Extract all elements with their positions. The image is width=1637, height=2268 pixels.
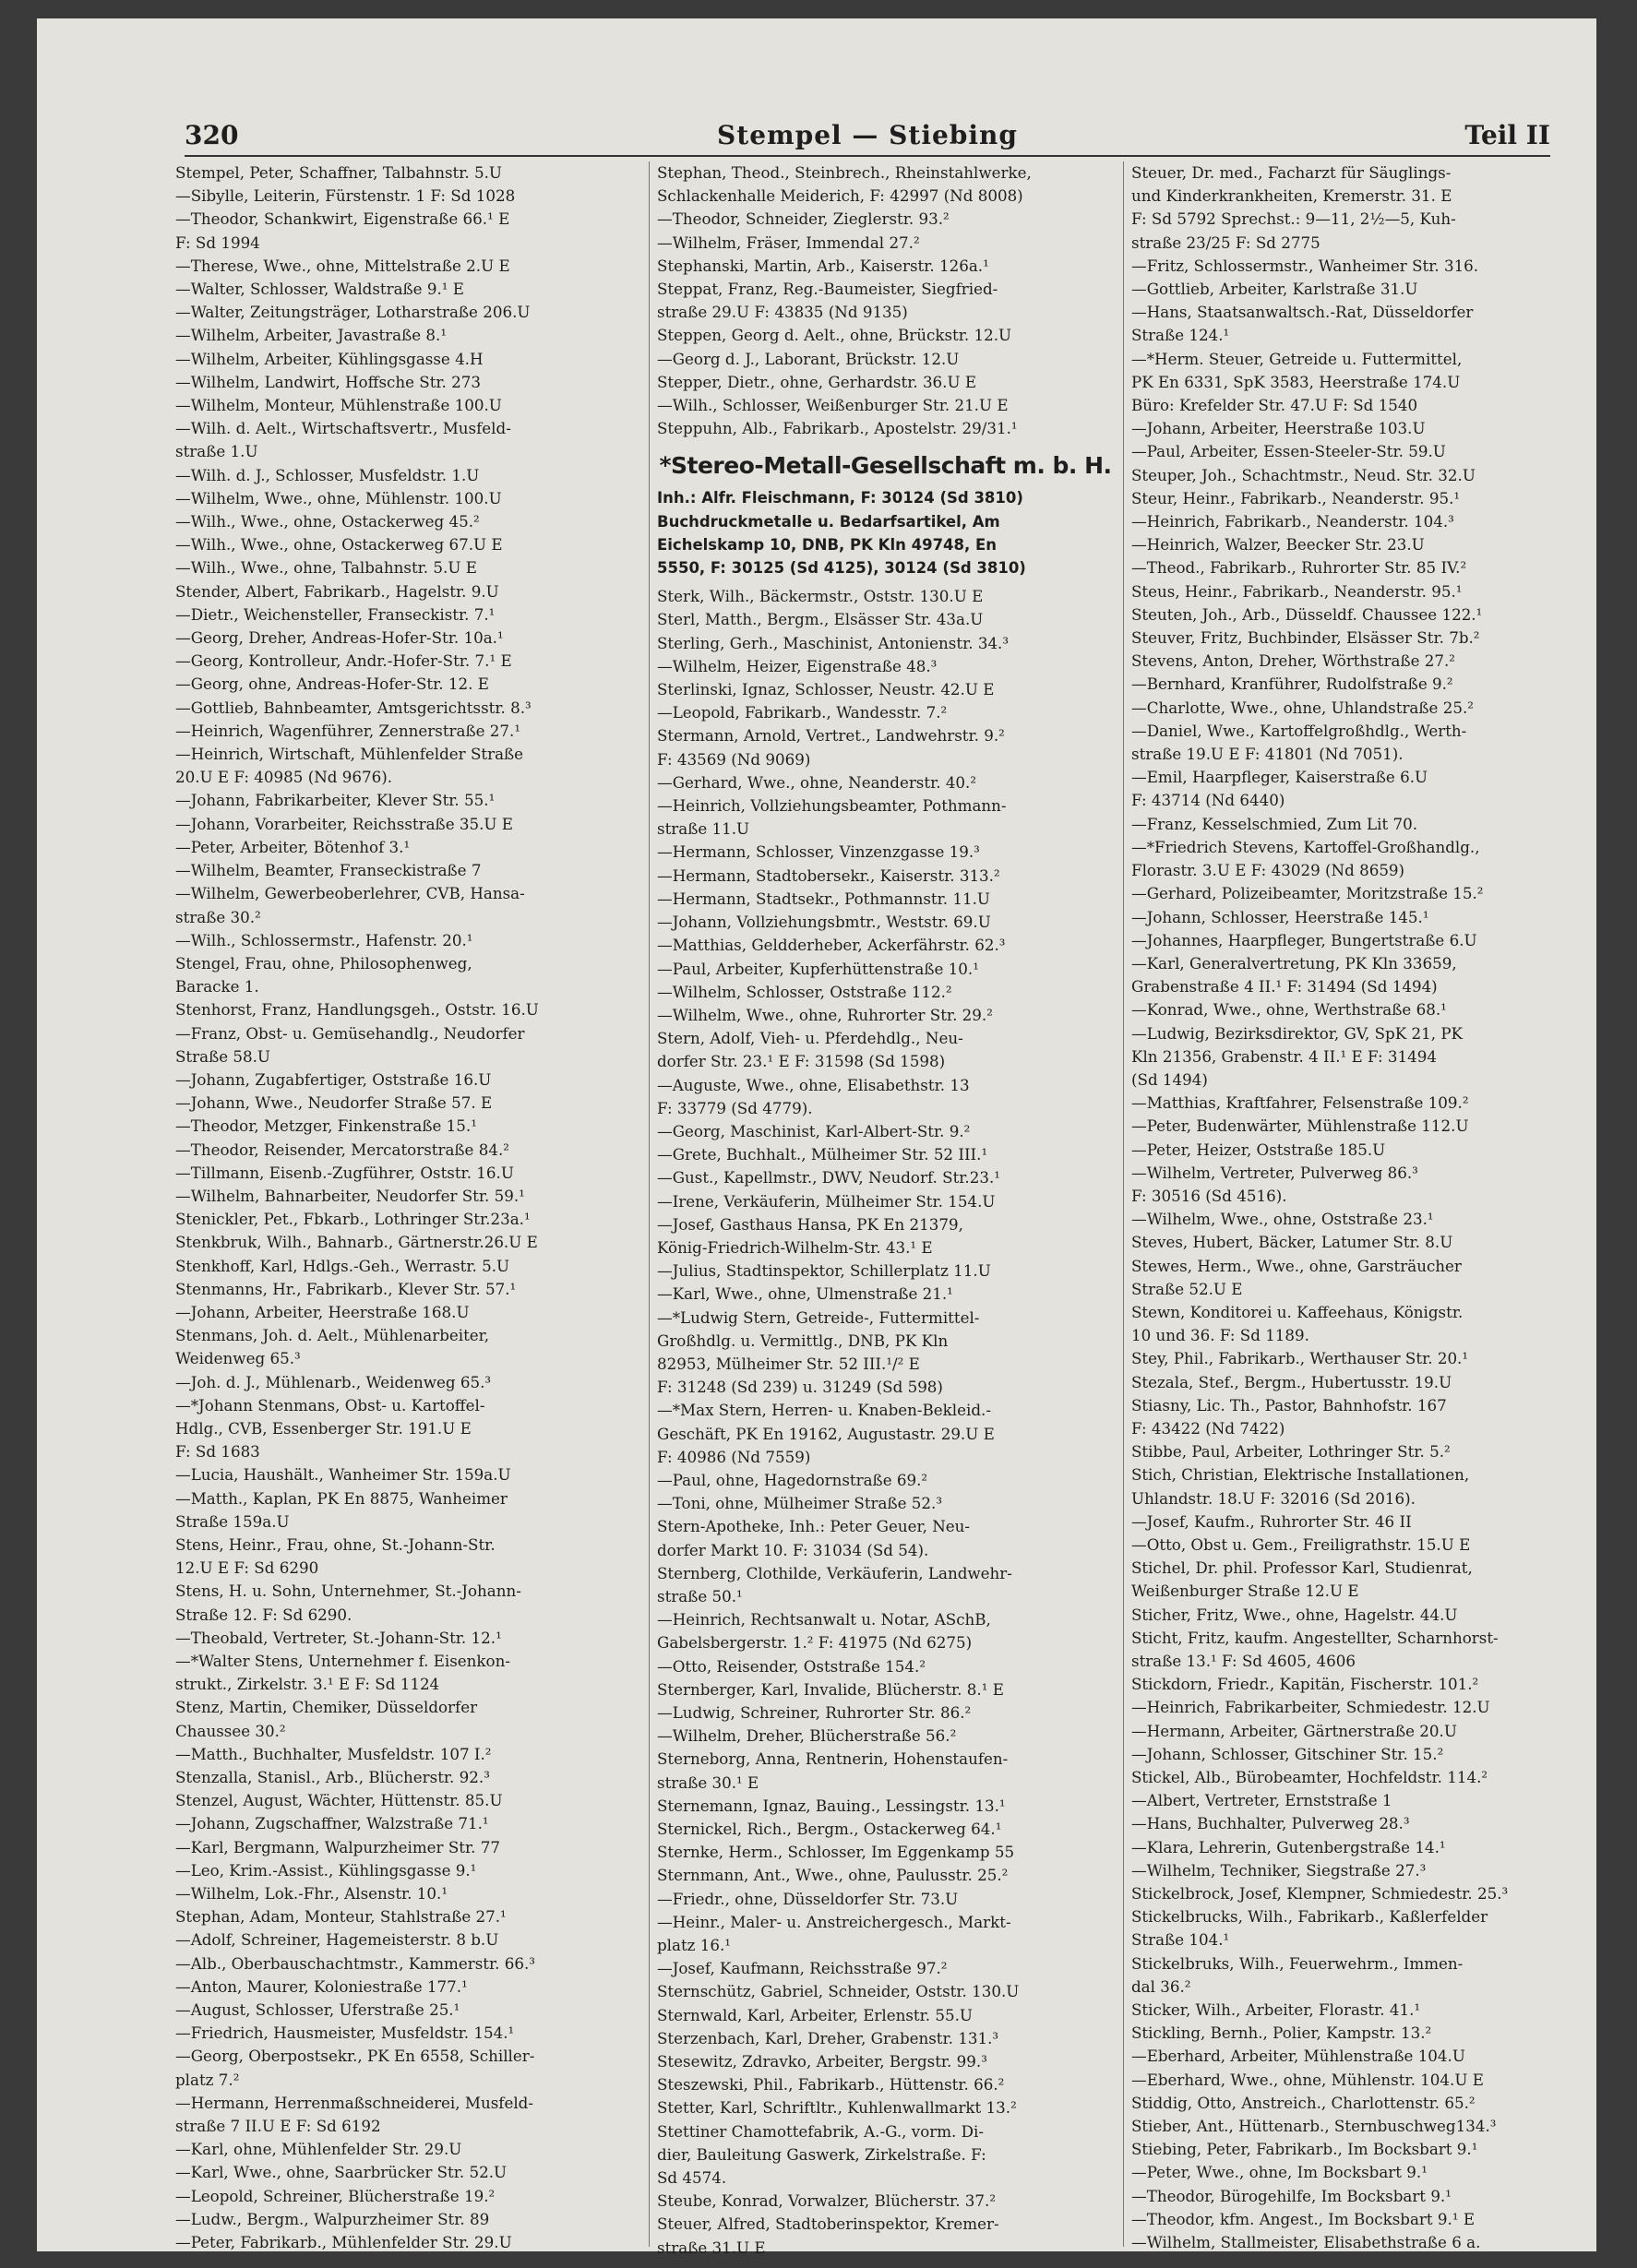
directory-entry: dier, Bauleitung Gaswerk, Zirkelstraße. F: <box>657 2144 986 2164</box>
directory-entry: —*Johann Stenmans, Obst- u. Kartoffel- <box>175 1395 485 1415</box>
directory-entry: Straße 52.U E <box>1131 1279 1243 1298</box>
directory-entry: Stetter, Karl, Schriftltr., Kuhlenwallmarkt 13.² <box>657 2098 1017 2118</box>
directory-entry: straße 29.U F: 43835 (Nd 9135) <box>657 303 908 322</box>
directory-entry: —*Friedrich Stevens, Kartoffel-Großhandlg., <box>1131 837 1480 856</box>
directory-entry: Steur, Heinr., Fabrikarb., Neanderstr. 95.¹ <box>1131 488 1461 507</box>
directory-entry: —Lucia, Haushält., Wanheimer Str. 159a.U <box>175 1465 511 1485</box>
directory-entry: —Ludwig, Schreiner, Ruhrorter Str. 86.² <box>657 1703 972 1722</box>
directory-entry: Stickelbrucks, Wilh., Fabrikarb., Kaßlerfelder <box>1131 1907 1488 1927</box>
directory-entry: —Dietr., Weichensteller, Franseckistr. 7.¹ <box>175 604 496 624</box>
directory-entry: —Klara, Lehrerin, Gutenbergstraße 14.¹ <box>1131 1837 1446 1856</box>
directory-entry: —Wilh., Wwe., ohne, Talbahnstr. 5.U E <box>175 558 477 578</box>
directory-entry: —Franz, Kesselschmied, Zum Lit 70. <box>1131 814 1417 833</box>
directory-entry: Steuer, Dr. med., Facharzt für Säuglings- <box>1131 163 1452 182</box>
directory-entry: Sticker, Wilh., Arbeiter, Florastr. 41.¹ <box>1131 2000 1421 2020</box>
directory-entry: —Gottlieb, Bahnbeamter, Amtsgerichtsstr. 8.³ <box>175 698 532 717</box>
directory-entry: Steus, Heinr., Fabrikarb., Neanderstr. 95.¹ <box>1131 581 1463 601</box>
directory-entry: —Theobald, Vertreter, St.-Johann-Str. 12.¹ <box>175 1628 502 1647</box>
directory-entry: —Johann, Schlosser, Heerstraße 145.¹ <box>1131 907 1429 926</box>
directory-entry: F: 40986 (Nd 7559) <box>657 1447 811 1466</box>
directory-entry: platz 7.² <box>175 2070 240 2089</box>
directory-entry: Steves, Hubert, Bäcker, Latumer Str. 8.U <box>1131 1233 1453 1252</box>
directory-entry: Steppat, Franz, Reg.-Baumeister, Siegfried- <box>657 280 998 299</box>
directory-entry: Stenz, Martin, Chemiker, Düsseldorfer <box>175 1698 478 1717</box>
page-title: Stempel — Stiebing <box>717 120 1018 150</box>
directory-entry: —Hermann, Arbeiter, Gärtnerstraße 20.U <box>1131 1721 1457 1740</box>
directory-entry: Stenkhoff, Karl, Hdlgs.-Geh., Werrastr. 5.U <box>175 1256 510 1275</box>
directory-entry: —Wilhelm, Gewerbeoberlehrer, CVB, Hansa- <box>175 884 525 903</box>
directory-entry: Geschäft, PK En 19162, Augustastr. 29.U E <box>657 1424 995 1443</box>
directory-entry: —Heinr., Maler- u. Anstreichergesch., Markt- <box>657 1912 1011 1931</box>
directory-entry: —Daniel, Wwe., Kartoffelgroßhdlg., Werth- <box>1131 721 1467 740</box>
directory-entry: —Hans, Buchhalter, Pulverweg 28.³ <box>1131 1814 1410 1833</box>
directory-entry: straße 30.² <box>175 907 261 926</box>
directory-entry: Stibbe, Paul, Arbeiter, Lothringer Str. 5.² <box>1131 1442 1451 1462</box>
directory-entry: —Heinrich, Vollziehungsbeamter, Pothmann- <box>657 796 1007 816</box>
directory-entry: F: 33779 (Sd 4779). <box>657 1098 813 1117</box>
directory-entry: —Peter, Wwe., ohne, Im Bocksbart 9.¹ <box>1131 2163 1428 2182</box>
directory-entry: Stickel, Alb., Bürobeamter, Hochfeldstr. 114.² <box>1131 1768 1488 1787</box>
directory-entry: dorfer Str. 23.¹ E F: 31598 (Sd 1598) <box>657 1052 946 1071</box>
directory-entry: Sterk, Wilh., Bäckermstr., Oststr. 130.U E <box>657 587 984 606</box>
directory-entry: Eichelskamp 10, DNB, PK Kln 49748, En <box>657 535 998 554</box>
directory-entry: —Johann, Zugschaffner, Walzstraße 71.¹ <box>175 1814 489 1833</box>
directory-entry: Steube, Konrad, Vorwalzer, Blücherstr. 37.² <box>657 2191 997 2211</box>
directory-entry: Sterl, Matth., Bergm., Elsässer Str. 43a.U <box>657 610 984 629</box>
directory-entry: —Toni, ohne, Mülheimer Straße 52.³ <box>657 1494 943 1513</box>
directory-entry: straße 7 II.U E F: Sd 6192 <box>175 2117 381 2136</box>
directory-entry: Steuper, Joh., Schachtmstr., Neud. Str. 32.U <box>1131 465 1476 484</box>
directory-entry: —Georg, Dreher, Andreas-Hofer-Str. 10a.¹ <box>175 628 504 648</box>
directory-entry: F: Sd 1994 <box>175 233 260 252</box>
directory-entry: —Karl, Wwe., ohne, Saarbrücker Str. 52.U <box>175 2163 508 2182</box>
directory-entry: straße 13.¹ F: Sd 4605, 4606 <box>1131 1652 1356 1670</box>
directory-entry: Steuten, Joh., Arb., Düsseldf. Chaussee 122.¹ <box>1131 604 1483 624</box>
directory-entry: —Wilhelm, Heizer, Eigenstraße 48.³ <box>657 656 938 675</box>
directory-entry: Sternberg, Clothilde, Verkäuferin, Landwehr- <box>657 1563 1012 1582</box>
directory-entry: —Peter, Heizer, Oststraße 185.U <box>1131 1140 1386 1159</box>
directory-entry: —Peter, Budenwärter, Mühlenstraße 112.U <box>1131 1116 1469 1136</box>
directory-entry: —Theodor, Bürogehilfe, Im Bocksbart 9.¹ <box>1131 2186 1452 2205</box>
directory-entry: Sternberger, Karl, Invalide, Blücherstr. 8.¹ E <box>657 1679 1004 1699</box>
directory-entry: —Georg, Oberpostsekr., PK En 6558, Schiller- <box>175 2047 535 2066</box>
directory-entry: —Wilh., Schlossermstr., Hafenstr. 20.¹ <box>175 930 473 949</box>
directory-entry: Sternwald, Karl, Arbeiter, Erlenstr. 55.U <box>657 2005 973 2024</box>
directory-entry: Stens, H. u. Sohn, Unternehmer, St.-Johann- <box>175 1582 521 1601</box>
directory-entry: —Theod., Fabrikarb., Ruhrorter Str. 85 IV.² <box>1131 558 1467 578</box>
directory-entry: F: 43422 (Nd 7422) <box>1131 1418 1285 1438</box>
directory-entry: —Theodor, Schneider, Zieglerstr. 93.² <box>657 209 950 229</box>
directory-entry: Florastr. 3.U E F: 43029 (Nd 8659) <box>1131 861 1405 880</box>
directory-entry: —Heinrich, Fabrikarbeiter, Schmiedestr. 12.U <box>1131 1698 1490 1717</box>
directory-entry: Straße 58.U <box>175 1046 270 1066</box>
directory-entry: —Theodor, kfm. Angest., Im Bocksbart 9.¹ E <box>1131 2209 1475 2228</box>
directory-entry: —Johann, Zugabfertiger, Oststraße 16.U <box>175 1069 492 1089</box>
directory-entry: —Hermann, Stadtobersekr., Kaiserstr. 313.² <box>657 865 1000 885</box>
directory-entry: Stephan, Adam, Monteur, Stahlstraße 27.¹ <box>175 1907 507 1927</box>
directory-entry: Stieber, Ant., Hüttenarb., Sternbuschweg134.³ <box>1131 2117 1497 2136</box>
directory-entry: —Paul, ohne, Hagedornstraße 69.² <box>657 1470 928 1489</box>
directory-entry: —Wilhelm, Beamter, Franseckistraße 7 <box>175 861 482 880</box>
directory-entry: und Kinderkrankheiten, Kremerstr. 31. E <box>1131 186 1452 206</box>
directory-entry: Stenzalla, Stanisl., Arb., Blücherstr. 92.³ <box>175 1768 490 1787</box>
directory-entry: Weißenburger Straße 12.U E <box>1131 1582 1359 1601</box>
directory-entry: —Wilhelm, Bahnarbeiter, Neudorfer Str. 59.¹ <box>175 1186 525 1205</box>
directory-entry: —Karl, Generalvertretung, PK Kln 33659, <box>1131 953 1457 973</box>
directory-entry: Sternmann, Ant., Wwe., ohne, Paulusstr. 25.² <box>657 1866 1009 1885</box>
directory-entry: Großhdlg. u. Vermittlg., DNB, PK Kln <box>657 1331 949 1350</box>
directory-entry: Sternke, Herm., Schlosser, Im Eggenkamp 55 <box>657 1843 1015 1862</box>
directory-entry: —Johann, Schlosser, Gitschiner Str. 15.² <box>1131 1744 1444 1763</box>
directory-entry: Stickdorn, Friedr., Kapitän, Fischerstr. 101.² <box>1131 1675 1479 1694</box>
directory-entry: Stephanski, Martin, Arb., Kaiserstr. 126a.¹ <box>657 256 989 275</box>
ad-title: *Stereo-Metall-Gesellschaft m. b. H. <box>659 452 1112 480</box>
directory-entry: Kln 21356, Grabenstr. 4 II.¹ E F: 31494 <box>1131 1046 1438 1066</box>
directory-entry: —Johann, Fabrikarbeiter, Klever Str. 55.¹ <box>175 791 496 810</box>
directory-entry: —Heinrich, Wirtschaft, Mühlenfelder Straße <box>175 745 524 764</box>
directory-entry: —Leo, Krim.-Assist., Kühlingsgasse 9.¹ <box>175 1860 477 1880</box>
page-number: 320 <box>185 120 239 150</box>
directory-entry: 5550, F: 30125 (Sd 4125), 30124 (Sd 3810) <box>657 559 1026 578</box>
directory-entry: Stickelbruks, Wilh., Feuerwehrm., Immen- <box>1131 1953 1464 1973</box>
directory-entry: —Josef, Gasthaus Hansa, PK En 21379, <box>657 1214 963 1234</box>
directory-entry: Stephan, Theod., Steinbrech., Rheinstahlwerke, <box>657 163 1032 182</box>
directory-page <box>37 18 1596 2257</box>
directory-entry: Stenzel, August, Wächter, Hüttenstr. 85.U <box>175 1791 503 1810</box>
directory-entry: Sterneborg, Anna, Rentnerin, Hohenstaufen- <box>657 1749 1009 1769</box>
directory-entry: Stich, Christian, Elektrische Installationen, <box>1131 1465 1470 1485</box>
directory-entry: Stenmans, Joh. d. Aelt., Mühlenarbeiter, <box>175 1326 490 1345</box>
directory-entry: Stiddig, Otto, Anstreich., Charlottenstr. 65.² <box>1131 2093 1476 2112</box>
directory-entry: 10 und 36. F: Sd 1189. <box>1131 1326 1309 1345</box>
directory-entry: Stens, Heinr., Frau, ohne, St.-Johann-Str. <box>175 1534 496 1554</box>
directory-entry: Sterling, Gerh., Maschinist, Antonienstr. 34.³ <box>657 633 1010 652</box>
directory-entry: —Joh. d. J., Mühlenarb., Weidenweg 65.³ <box>175 1372 492 1391</box>
directory-entry: Stern, Adolf, Vieh- u. Pferdehdlg., Neu- <box>657 1029 963 1048</box>
directory-entry: —Otto, Reisender, Oststraße 154.² <box>657 1656 926 1676</box>
directory-entry: PK En 6331, SpK 3583, Heerstraße 174.U <box>1131 372 1461 391</box>
directory-entry: —Otto, Obst u. Gem., Freiligrathstr. 15.U E <box>1131 1534 1471 1554</box>
directory-entry: —Matthias, Geldderheber, Ackerfährstr. 62.³ <box>657 936 1006 955</box>
directory-entry: Straße 12. F: Sd 6290. <box>175 1605 352 1624</box>
directory-entry: Hdlg., CVB, Essenberger Str. 191.U E <box>175 1418 472 1438</box>
directory-entry: Stepper, Dietr., ohne, Gerhardstr. 36.U E <box>657 372 977 391</box>
directory-entry: straße 30.¹ E <box>657 1773 759 1792</box>
directory-entry: Stenickler, Pet., Fbkarb., Lothringer Str.23a.¹ <box>175 1210 531 1229</box>
directory-entry: Sticher, Fritz, Wwe., ohne, Hagelstr. 44.U <box>1131 1605 1458 1624</box>
directory-entry: —Albert, Vertreter, Ernststraße 1 <box>1131 1791 1392 1810</box>
directory-entry: Straße 159a.U <box>175 1511 290 1531</box>
directory-entry: Baracke 1. <box>175 977 259 997</box>
directory-entry: —Wilhelm, Wwe., ohne, Mühlenstr. 100.U <box>175 488 502 507</box>
directory-entry: —Johann, Arbeiter, Heerstraße 103.U <box>1131 419 1426 438</box>
directory-entry: dorfer Markt 10. F: 31034 (Sd 54). <box>657 1540 929 1559</box>
directory-entry: —Hermann, Herrenmaßschneiderei, Musfeld- <box>175 2093 533 2112</box>
directory-entry: —Georg, Kontrolleur, Andr.-Hofer-Str. 7.¹ E <box>175 651 512 671</box>
directory-entry: —Johannes, Haarpfleger, Bungertstraße 6.U <box>1131 930 1477 949</box>
directory-entry: straße 1.U <box>175 442 258 461</box>
directory-entry: Steuver, Fritz, Buchbinder, Elsässer Str. 7b.² <box>1131 628 1480 648</box>
directory-entry: Stern-Apotheke, Inh.: Peter Geuer, Neu- <box>657 1517 971 1536</box>
directory-entry: —Gust., Kapellmstr., DWV, Neudorf. Str.23.¹ <box>657 1168 1000 1188</box>
directory-entry: —Georg, ohne, Andreas-Hofer-Str. 12. E <box>175 674 489 694</box>
column-right <box>1123 161 1588 2252</box>
directory-entry: Stenkbruk, Wilh., Bahnarb., Gärtnerstr.26.U E <box>175 1233 538 1252</box>
directory-entry: —Hermann, Stadtsekr., Pothmannstr. 11.U <box>657 889 990 908</box>
directory-entry: —Leopold, Schreiner, Blücherstraße 19.² <box>175 2186 496 2205</box>
directory-entry: —Gerhard, Wwe., ohne, Neanderstr. 40.² <box>657 772 977 792</box>
directory-entry: —Wilhelm, Wwe., ohne, Oststraße 23.¹ <box>1131 1210 1434 1229</box>
directory-entry: —Theodor, Schankwirt, Eigenstraße 66.¹ E <box>175 209 510 229</box>
directory-entry: —Theodor, Metzger, Finkenstraße 15.¹ <box>175 1116 477 1136</box>
directory-entry: —Matthias, Kraftfahrer, Felsenstraße 109.² <box>1131 1093 1469 1113</box>
directory-entry: Stickling, Bernh., Polier, Kampstr. 13.² <box>1131 2023 1432 2043</box>
directory-entry: F: Sd 5792 Sprechst.: 9—11, 2½—5, Kuh- <box>1131 209 1456 229</box>
directory-entry: —Georg d. J., Laborant, Brückstr. 12.U <box>657 349 960 368</box>
directory-entry: Stengel, Frau, ohne, Philosophenweg, <box>175 953 472 973</box>
directory-entry: —Heinrich, Wagenführer, Zennerstraße 27.¹ <box>175 721 521 740</box>
directory-entry: Inh.: Alfr. Fleischmann, F: 30124 (Sd 3810) <box>657 489 1023 507</box>
column-middle <box>649 161 1114 2257</box>
directory-entry: —Wilh., Schlosser, Weißenburger Str. 21.U E <box>657 396 1009 415</box>
directory-entry: —Franz, Obst- u. Gemüsehandlg., Neudorfer <box>175 1023 525 1043</box>
directory-entry: strukt., Zirkelstr. 3.¹ E F: Sd 1124 <box>175 1675 440 1694</box>
directory-entry: —*Herm. Steuer, Getreide u. Futtermittel, <box>1131 349 1463 368</box>
directory-entry: —Friedrich, Hausmeister, Musfeldstr. 154.¹ <box>175 2023 515 2043</box>
directory-entry: —Heinrich, Walzer, Beecker Str. 23.U <box>1131 535 1425 555</box>
directory-entry: —Heinrich, Rechtsanwalt u. Notar, ASchB, <box>657 1610 991 1629</box>
directory-entry: Stevens, Anton, Dreher, Wörthstraße 27.² <box>1131 651 1455 671</box>
directory-entry: straße 19.U E F: 41801 (Nd 7051). <box>1131 745 1404 764</box>
directory-entry: —Georg, Maschinist, Karl-Albert-Str. 9.² <box>657 1121 971 1140</box>
directory-entry: König-Friedrich-Wilhelm-Str. 43.¹ E <box>657 1237 933 1257</box>
directory-entry: —Hans, Staatsanwaltsch.-Rat, Düsseldorfer <box>1131 303 1474 322</box>
directory-entry: 12.U E F: Sd 6290 <box>175 1558 319 1578</box>
directory-entry: —Sibylle, Leiterin, Fürstenstr. 1 F: Sd 1028 <box>175 186 516 206</box>
directory-entry: F: 30516 (Sd 4516). <box>1131 1186 1287 1205</box>
directory-entry: —Johann, Arbeiter, Heerstraße 168.U <box>175 1302 470 1321</box>
advertisement-box <box>657 446 1114 579</box>
directory-entry: Stermann, Arnold, Vertret., Landwehrstr. 9.² <box>657 726 1005 746</box>
directory-entry: Stender, Albert, Fabrikarb., Hagelstr. 9.U <box>175 581 499 601</box>
directory-entry: —Gottlieb, Arbeiter, Karlstraße 31.U <box>1131 280 1418 299</box>
middle-entries-bottom <box>657 585 1114 2260</box>
directory-entry: —Bernhard, Kranführer, Rudolfstraße 9.² <box>1131 674 1453 694</box>
directory-entry: —Alb., Oberbauschachtmstr., Kammerstr. 66.³ <box>175 1953 535 1973</box>
directory-entry: —Johann, Wwe., Neudorfer Straße 57. E <box>175 1093 493 1113</box>
directory-entry: Steuer, Alfred, Stadtoberinspektor, Kremer- <box>657 2214 999 2234</box>
directory-entry: Büro: Krefelder Str. 47.U F: Sd 1540 <box>1131 396 1418 415</box>
directory-entry: —Eberhard, Wwe., ohne, Mühlenstr. 104.U E <box>1131 2070 1484 2089</box>
directory-entry: —Ludwig, Bezirksdirektor, GV, SpK 21, PK <box>1131 1023 1464 1043</box>
directory-entry: —Johann, Vorarbeiter, Reichsstraße 35.U E <box>175 814 513 833</box>
directory-entry: straße 11.U <box>657 819 750 839</box>
directory-entry: Stezala, Stef., Bergm., Hubertusstr. 19.U <box>1131 1372 1452 1391</box>
directory-entry: —Wilhelm, Arbeiter, Kühlingsgasse 4.H <box>175 349 484 368</box>
directory-entry: —Josef, Kaufm., Ruhrorter Str. 46 II <box>1131 1511 1412 1531</box>
directory-entry: —Wilhelm, Stallmeister, Elisabethstraße 6 a. <box>1131 2233 1481 2252</box>
directory-entry: Gabelsbergerstr. 1.² F: 41975 (Nd 6275) <box>657 1633 973 1653</box>
directory-entry: Straße 104.¹ <box>1131 1930 1230 1950</box>
directory-entry: —Wilhelm, Lok.-Fhr., Alsenstr. 10.¹ <box>175 1884 448 1904</box>
directory-entry: —August, Schlosser, Uferstraße 25.¹ <box>175 2000 460 2020</box>
directory-entry: —Matth., Kaplan, PK En 8875, Wanheimer <box>175 1488 508 1508</box>
directory-entry: —Matth., Buchhalter, Musfeldstr. 107 I.² <box>175 1744 492 1763</box>
directory-entry: —Gerhard, Polizeibeamter, Moritzstraße 15.² <box>1131 884 1484 903</box>
directory-entry: Steppuhn, Alb., Fabrikarb., Apostelstr. 29/31.¹ <box>657 419 1018 438</box>
directory-entry: Stewn, Konditorei u. Kaffeehaus, Königstr. <box>1131 1302 1464 1321</box>
directory-entry: Stickelbrock, Josef, Klempner, Schmiedestr. 25.³ <box>1131 1884 1509 1904</box>
page-header <box>185 120 1550 157</box>
directory-entry: —Ludw., Bergm., Walpurzheimer Str. 89 <box>175 2209 490 2228</box>
directory-entry: Steppen, Georg d. Aelt., ohne, Brückstr. 12.U <box>657 326 1012 345</box>
column-left <box>175 161 633 2252</box>
directory-entry: Sd 4574. <box>657 2168 727 2188</box>
header-rule <box>185 155 1550 157</box>
directory-entry: —Walter, Schlosser, Waldstraße 9.¹ E <box>175 280 464 299</box>
directory-entry: —Hermann, Schlosser, Vinzenzgasse 19.³ <box>657 842 980 862</box>
directory-entry: —Irene, Verkäuferin, Mülheimer Str. 154.U <box>657 1191 996 1211</box>
directory-entry: —Wilh., Wwe., ohne, Ostackerweg 45.² <box>175 512 480 531</box>
directory-entry: —Paul, Arbeiter, Kupferhüttenstraße 10.¹ <box>657 959 979 978</box>
directory-entry: —Johann, Vollziehungsbmtr., Weststr. 69.U <box>657 913 991 932</box>
directory-entry: —Wilhelm, Schlosser, Oststraße 112.² <box>657 982 952 1001</box>
directory-entry: —Fritz, Schlossermstr., Wanheimer Str. 316. <box>1131 256 1479 275</box>
directory-entry: Chaussee 30.² <box>175 1721 286 1740</box>
directory-entry: 20.U E F: 40985 (Nd 9676). <box>175 768 393 787</box>
directory-entry: F: 43569 (Nd 9069) <box>657 749 811 769</box>
directory-entry: Stiasny, Lic. Th., Pastor, Bahnhofstr. 167 <box>1131 1395 1447 1415</box>
directory-entry: —Karl, Bergmann, Walpurzheimer Str. 77 <box>175 1837 500 1856</box>
directory-entry: Schlackenhalle Meiderich, F: 42997 (Nd 8008) <box>657 186 1023 206</box>
directory-entry: Stesewitz, Zdravko, Arbeiter, Bergstr. 99.³ <box>657 2052 987 2071</box>
directory-entry: —Charlotte, Wwe., ohne, Uhlandstraße 25.² <box>1131 698 1474 717</box>
directory-entry: —Karl, ohne, Mühlenfelder Str. 29.U <box>175 2140 462 2159</box>
directory-entry: —Wilhelm, Techniker, Siegstraße 27.³ <box>1131 1860 1427 1880</box>
directory-entry: straße 50.¹ <box>657 1586 743 1606</box>
directory-entry: —Adolf, Schreiner, Hagemeisterstr. 8 b.U <box>175 1930 499 1950</box>
directory-entry: —Konrad, Wwe., ohne, Werthstraße 68.¹ <box>1131 1000 1447 1020</box>
directory-entry: —Wilhelm, Arbeiter, Javastraße 8.¹ <box>175 326 448 345</box>
directory-entry: F: 31248 (Sd 239) u. 31249 (Sd 598) <box>657 1378 943 1397</box>
directory-entry: Sterlinski, Ignaz, Schlosser, Neustr. 42.U E <box>657 680 995 699</box>
directory-entry: Buchdruckmetalle u. Bedarfsartikel, Am <box>657 512 1000 531</box>
directory-entry: Steszewski, Phil., Fabrikarb., Hüttenstr. 66.² <box>657 2075 1005 2095</box>
directory-entry: —*Ludwig Stern, Getreide-, Futtermittel- <box>657 1307 980 1327</box>
directory-entry: —Tillmann, Eisenb.-Zugführer, Oststr. 16.U <box>175 1163 514 1182</box>
directory-entry: Stiebing, Peter, Fabrikarb., Im Bocksbart 9.¹ <box>1131 2140 1478 2159</box>
directory-entry: Stewes, Herm., Wwe., ohne, Garsträucher <box>1131 1256 1462 1275</box>
directory-entry: F: Sd 1683 <box>175 1442 260 1462</box>
directory-entry: —Josef, Kaufmann, Reichsstraße 97.² <box>657 1959 948 1978</box>
directory-entry: Sternickel, Rich., Bergm., Ostackerweg 64.¹ <box>657 1820 1002 1839</box>
directory-entry: Sterzenbach, Karl, Dreher, Grabenstr. 131.³ <box>657 2028 999 2047</box>
directory-entry: —Anton, Maurer, Koloniestraße 177.¹ <box>175 1976 468 1996</box>
directory-entry: —Eberhard, Arbeiter, Mühlenstraße 104.U <box>1131 2047 1465 2066</box>
directory-entry: Stey, Phil., Fabrikarb., Werthauser Str. 20.¹ <box>1131 1349 1469 1368</box>
directory-entry: —Emil, Haarpfleger, Kaiserstraße 6.U <box>1131 768 1428 787</box>
directory-entry: —Karl, Wwe., ohne, Ulmenstraße 21.¹ <box>657 1284 953 1304</box>
directory-entry: straße 31.U E <box>657 2238 766 2257</box>
directory-entry: —Auguste, Wwe., ohne, Elisabethstr. 13 <box>657 1075 970 1094</box>
directory-entry: —Wilh. d. J., Schlosser, Musfeldstr. 1.U <box>175 465 480 484</box>
directory-entry: —Wilhelm, Landwirt, Hoffsche Str. 273 <box>175 372 482 391</box>
directory-entry: —Grete, Buchhalt., Mülheimer Str. 52 III.¹ <box>657 1145 988 1164</box>
directory-entry: straße 23/25 F: Sd 2775 <box>1131 233 1320 252</box>
directory-entry: Stettiner Chamottefabrik, A.-G., vorm. Di- <box>657 2121 985 2141</box>
directory-entry: Stichel, Dr. phil. Professor Karl, Studienrat, <box>1131 1558 1473 1578</box>
directory-entry: —Wilhelm, Fräser, Immendal 27.² <box>657 233 920 252</box>
directory-entry: Weidenweg 65.³ <box>175 1349 301 1368</box>
part-label: Teil II <box>1464 120 1550 150</box>
directory-entry: —Paul, Arbeiter, Essen-Steeler-Str. 59.U <box>1131 442 1446 461</box>
directory-entry: Sternschütz, Gabriel, Schneider, Oststr. 130.U <box>657 1982 1020 2001</box>
directory-entry: Stempel, Peter, Schaffner, Talbahnstr. 5.U <box>175 163 502 182</box>
directory-entry: —Theodor, Reisender, Mercatorstraße 84.² <box>175 1140 509 1159</box>
directory-entry: F: 43714 (Nd 6440) <box>1131 791 1285 810</box>
directory-entry: Grabenstraße 4 II.¹ F: 31494 (Sd 1494) <box>1131 977 1438 997</box>
directory-entry: —Wilh., Wwe., ohne, Ostackerweg 67.U E <box>175 535 503 555</box>
directory-entry: —Therese, Wwe., ohne, Mittelstraße 2.U E <box>175 256 510 275</box>
middle-entries-top <box>657 161 1114 440</box>
directory-entry: —Wilhelm, Vertreter, Pulverweg 86.³ <box>1131 1163 1418 1182</box>
directory-entry: —Wilhelm, Dreher, Blücherstraße 56.² <box>657 1726 957 1746</box>
directory-entry: —Walter, Zeitungsträger, Lotharstraße 206.U <box>175 303 531 322</box>
directory-entry: —Peter, Fabrikarb., Mühlenfelder Str. 29.U <box>175 2233 512 2252</box>
directory-entry: —*Walter Stens, Unternehmer f. Eisenkon- <box>175 1652 510 1670</box>
directory-entry: —Wilhelm, Wwe., ohne, Ruhrorter Str. 29.² <box>657 1005 993 1024</box>
directory-entry: (Sd 1494) <box>1131 1069 1208 1089</box>
directory-entry: Stenhorst, Franz, Handlungsgeh., Oststr. 16.U <box>175 1000 539 1020</box>
directory-entry: —Peter, Arbeiter, Bötenhof 3.¹ <box>175 837 411 856</box>
directory-entry: —Wilh. d. Aelt., Wirtschaftsvertr., Musfeld- <box>175 419 511 438</box>
directory-entry: —Leopold, Fabrikarb., Wandesstr. 7.² <box>657 703 948 722</box>
directory-entry: platz 16.¹ <box>657 1936 731 1955</box>
directory-entry: Uhlandstr. 18.U F: 32016 (Sd 2016). <box>1131 1488 1416 1508</box>
directory-entry: Stenmanns, Hr., Fabrikarb., Klever Str. 57.¹ <box>175 1279 517 1298</box>
ad-lines <box>657 486 1114 579</box>
directory-entry: —Heinrich, Fabrikarb., Neanderstr. 104.³ <box>1131 512 1454 531</box>
directory-entry: dal 36.² <box>1131 1976 1191 1996</box>
directory-entry: —*Max Stern, Herren- u. Knaben-Bekleid.- <box>657 1401 991 1420</box>
directory-entry: —Friedr., ohne, Düsseldorfer Str. 73.U <box>657 1889 959 1908</box>
directory-entry: Straße 124.¹ <box>1131 326 1230 345</box>
directory-entry: 82953, Mülheimer Str. 52 III.¹/² E <box>657 1354 920 1373</box>
directory-entry: —Julius, Stadtinspektor, Schillerplatz 11.U <box>657 1261 991 1281</box>
directory-entry: Sticht, Fritz, kaufm. Angestellter, Scharnhorst- <box>1131 1628 1499 1647</box>
directory-entry: —Wilhelm, Monteur, Mühlenstraße 100.U <box>175 396 502 415</box>
directory-entry: Sternemann, Ignaz, Bauing., Lessingstr. 13.¹ <box>657 1796 1006 1815</box>
